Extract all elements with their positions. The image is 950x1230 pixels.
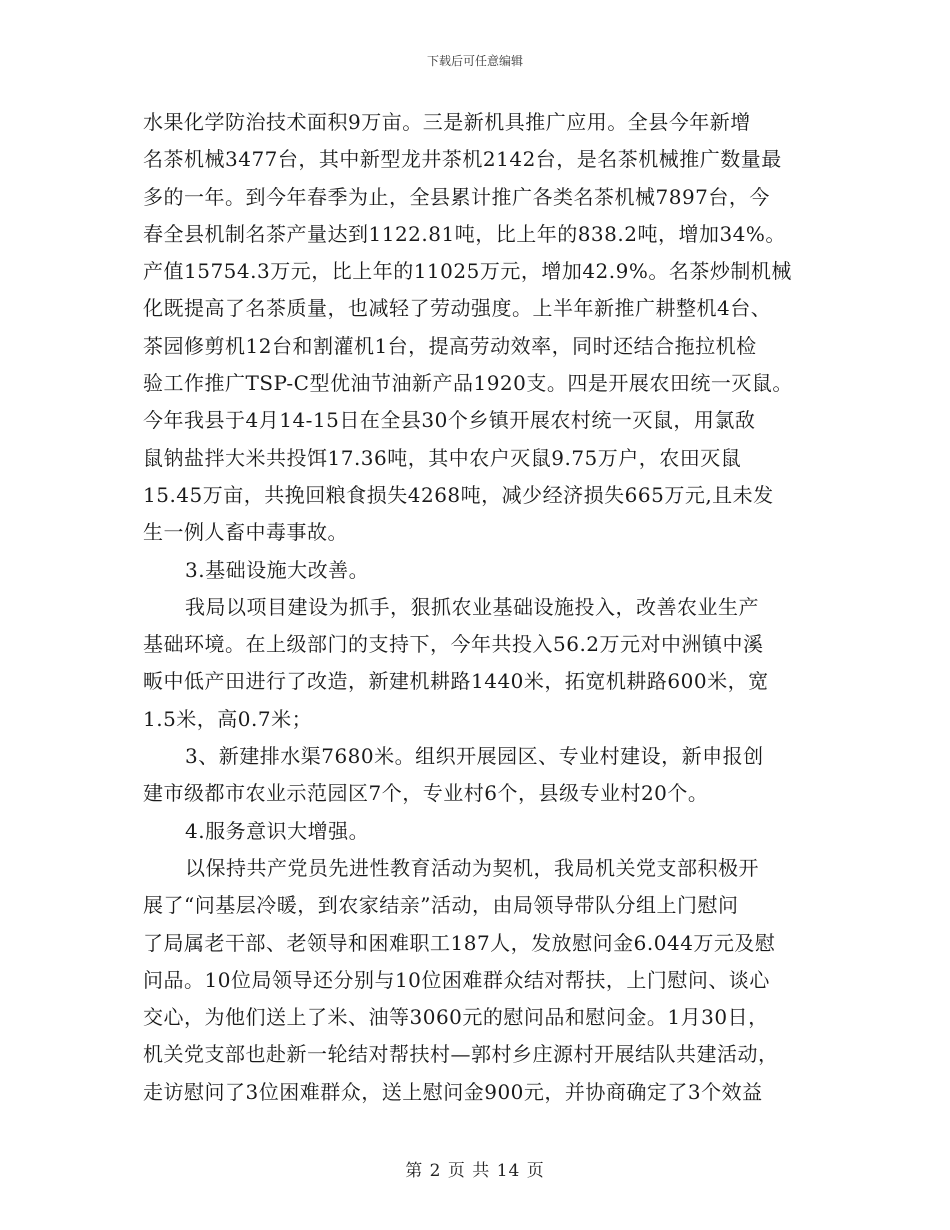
body-line: 问品。10位局领导还分别与10位困难群众结对帮扶，上门慰问、谈心	[143, 967, 770, 992]
body-line: 机关党支部也赴新一轮结对帮扶村—郭村乡庄源村开展结队共建活动，	[143, 1042, 779, 1067]
body-line: 我局以项目建设为抓手，狠抓农业基础设施投入，改善农业生产	[185, 594, 759, 619]
body-line: 建市级都市农业示范园区7个，专业村6个，县级专业村20个。	[143, 781, 709, 806]
body-line: 展了“问基层冷暖，到农家结亲”活动，由局领导带队分组上门慰问	[143, 893, 739, 918]
body-line: 15.45万亩，共挽回粮食损失4268吨，减少经济损失665万元,且未发	[143, 482, 774, 507]
body-line: 鼠钠盐拌大米共投饵17.36吨，其中农户灭鼠9.75万户，农田灭鼠	[143, 445, 742, 470]
section-heading: 4.服务意识大增强。	[185, 818, 370, 843]
body-line: 茶园修剪机12台和割灌机1台，提高劳动效率，同时还结合拖拉机检	[143, 333, 757, 358]
body-line: 化既提高了名茶质量，也减轻了劳动强度。上半年新推广耕整机4台、	[143, 296, 772, 321]
body-line: 验工作推广TSP-C型优油节油新产品1920支。四是开展农田统一灭鼠。	[143, 371, 793, 396]
page-header-note: 下载后可任意编辑	[426, 54, 523, 68]
body-line: 交心，为他们送上了米、油等3060元的慰问品和慰问金。1月30日，	[143, 1005, 769, 1030]
body-line: 多的一年。到今年春季为止，全县累计推广各类名茶机械7897台，今	[143, 184, 770, 209]
body-line: 水果化学防治技术面积9万亩。三是新机具推广应用。全县今年新增	[143, 110, 751, 134]
body-line: 1.5米，高0.7米；	[143, 706, 313, 731]
body-line: 走访慰问了3位困难群众，送上慰问金900元，并协商确定了3个效益	[143, 1079, 763, 1104]
body-line: 今年我县于4月14-15日在全县30个乡镇开展农村统一灭鼠，用氯敌	[143, 408, 756, 433]
body-line: 了局属老干部、老领导和困难职工187人，发放慰问金6.044万元及慰	[143, 930, 776, 955]
body-line: 3、新建排水渠7680米。组织开展园区、专业村建设，新申报创	[185, 744, 764, 769]
body-line: 名茶机械3477台，其中新型龙井茶机2142台，是名茶机械推广数量最	[143, 147, 782, 172]
body-line: 生一例人畜中毒事故。	[143, 520, 348, 545]
page-number-footer: 第 2 页 共 14 页	[405, 1161, 545, 1181]
body-line: 基础环境。在上级部门的支持下，今年共投入56.2万元对中洲镇中溪	[143, 632, 764, 657]
body-line: 畈中低产田进行了改造，新建机耕路1440米，拓宽机耕路600米，宽	[143, 669, 769, 694]
document-body	[143, 104, 813, 1111]
body-line: 春全县机制名茶产量达到1122.81吨，比上年的838.2吨，增加34%。	[143, 221, 786, 246]
section-heading: 3.基础设施大改善。	[185, 557, 370, 582]
body-line: 产值15754.3万元，比上年的11025万元，增加42.9%。名茶炒制机械	[143, 259, 792, 284]
body-line: 以保持共产党员先进性教育活动为契机，我局机关党支部积极开	[185, 855, 759, 880]
